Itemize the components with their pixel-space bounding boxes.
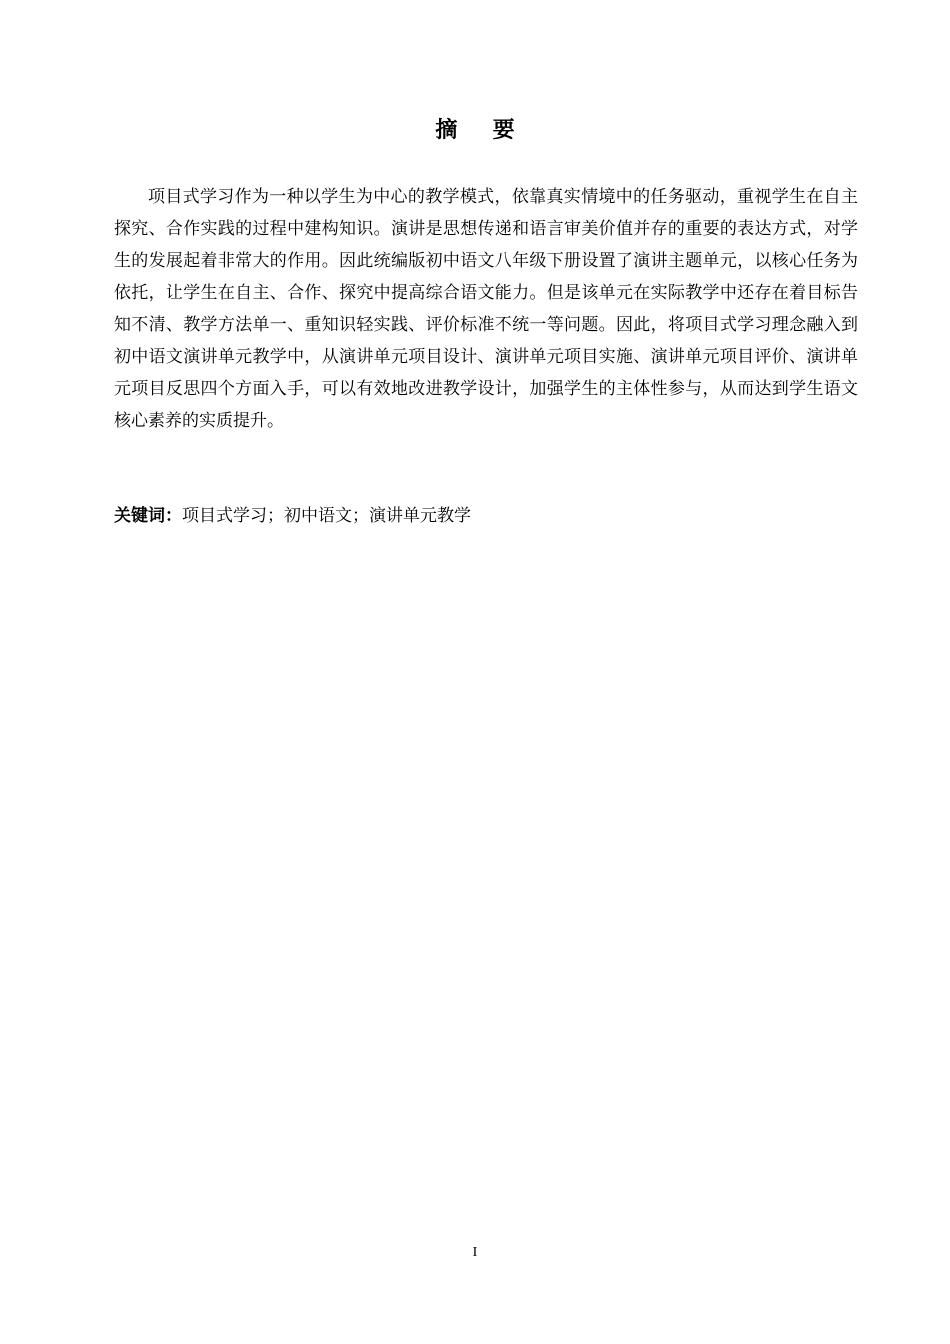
abstract-title: 摘要 [435, 118, 550, 143]
keywords-label: 关键词： [114, 506, 182, 526]
page-number: I [472, 1245, 478, 1260]
keywords-line [114, 502, 858, 530]
abstract-body: 项目式学习作为一种以学生为中心的教学模式，依靠真实情境中的任务驱动，重视学生在自主探究、合作实践的过程中建构知识。演讲是思想传递和语言审美价值并存的重要的表达方式，对学生的发展起着非常大的作用。因此统编版初中语文八年级下册设置了演讲主题单元，以核心任务为依托，让学生在自主、合作、探究中提高综合语文能力。但是该单元在实际教学中还存在着目标告知不清、教学方法单一、重知识轻实践、评价标准不统一等问题。因此，将项目式学习理念融入到初中语文演讲单元教学中，从演讲单元项目设计、演讲单元项目实施、演讲单元项目评价、演讲单元项目反思四个方面入手，可以有效地改进教学设计，加强学生的主体性参与，从而达到学生语文核心素养的实质提升。 [114, 187, 858, 431]
keywords-text: 项目式学习；初中语文；演讲单元教学 [182, 506, 471, 526]
